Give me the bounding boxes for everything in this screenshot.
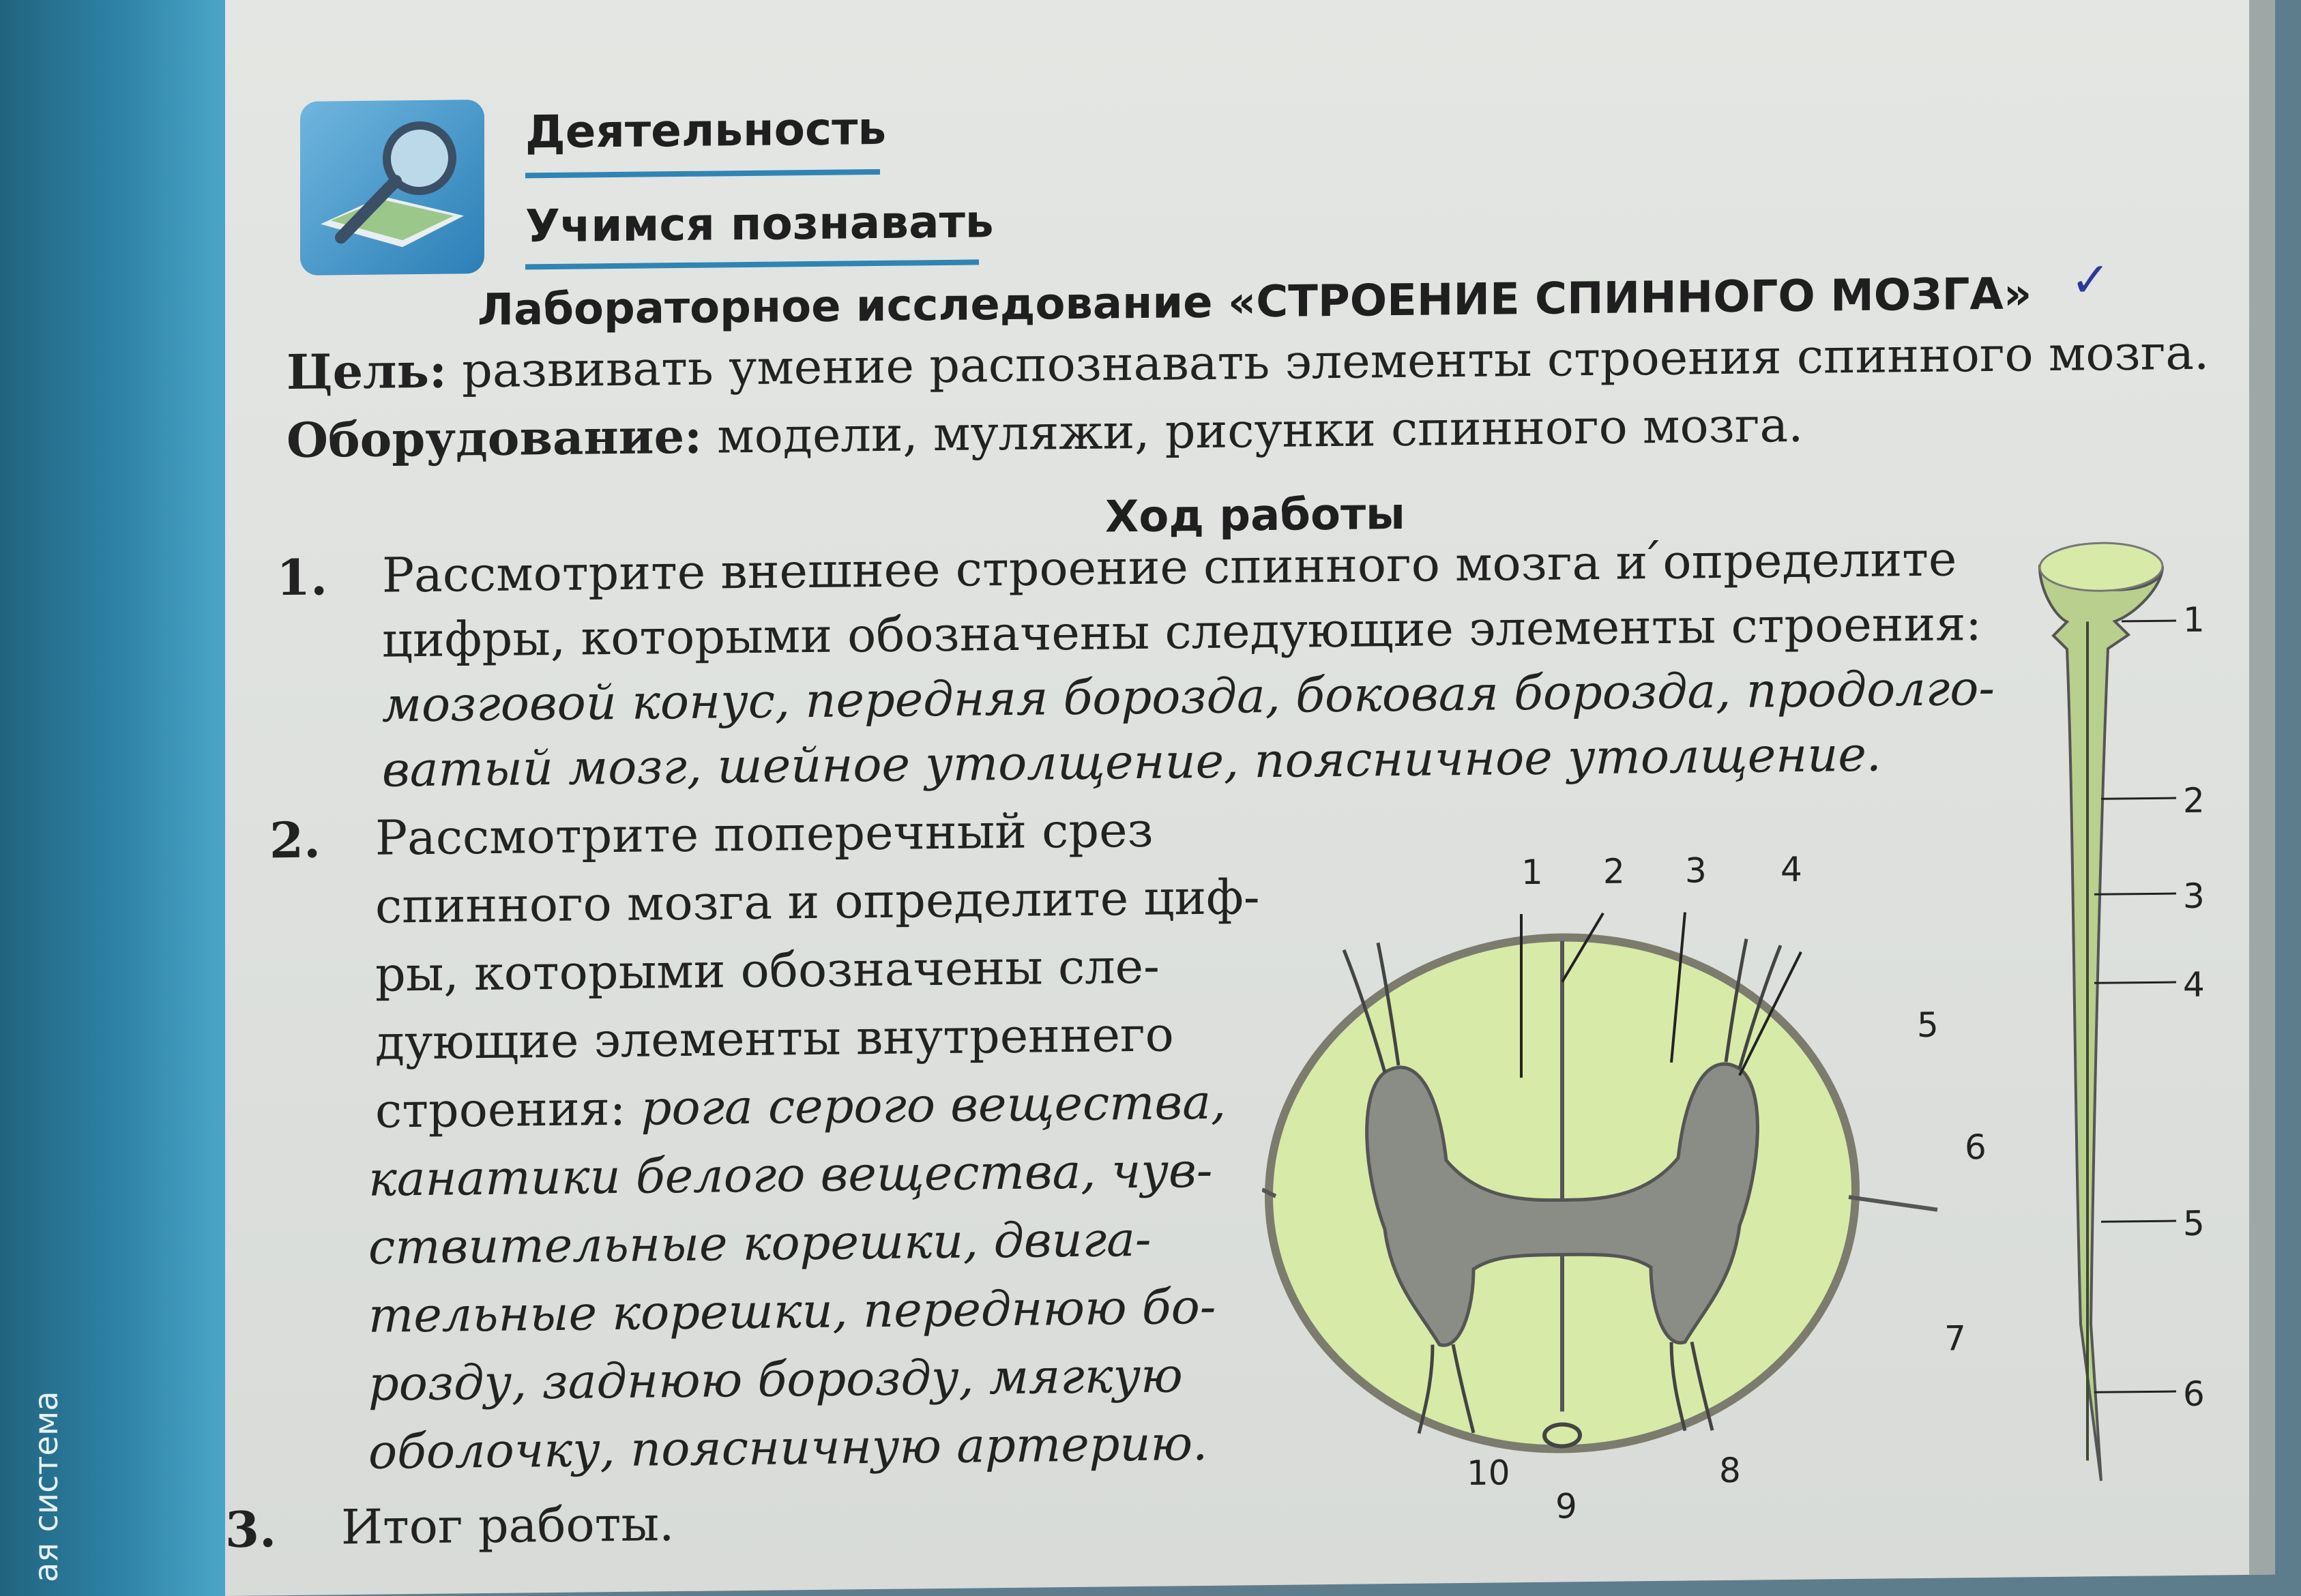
step1-line: Рассмотрите внешнее строение спинного мозга и ́определите: [382, 531, 1957, 604]
step2-line5-plain: строения:: [375, 1080, 626, 1139]
step2-line: спинного мозга и определите циф-: [375, 869, 1260, 934]
step2-line: [375, 1074, 1226, 1139]
step2-italic-line: канатики белого вещества, чув-: [368, 1142, 1213, 1207]
step3-line: Итог работы.: [341, 1496, 675, 1556]
equipment-label: Оборудование:: [287, 407, 702, 469]
figure-label: 6: [2183, 1374, 2205, 1414]
figure-label: 3: [1685, 851, 1707, 891]
cross-section-figure: [1262, 869, 1944, 1462]
step1-line: цифры, которыми обозначены следующие элементы строения:: [382, 595, 1982, 668]
spinal-cord-figure: [2026, 538, 2251, 1495]
step2-line: ры, которыми обозначены сле-: [375, 938, 1160, 1003]
figure-label: 6: [1965, 1127, 1987, 1168]
step2-italic-line: ствительные корешки, двига-: [368, 1211, 1152, 1275]
step2-italic-line: розду, заднюю борозду, мягкую: [368, 1347, 1183, 1412]
handwritten-check-mark: ✓: [2070, 252, 2111, 308]
work-title: Ход работы: [1105, 488, 1405, 543]
figure-label: 3: [2183, 876, 2205, 916]
equipment-line: [287, 396, 1803, 469]
lab-title: Лабораторное исследование «СТРОЕНИЕ СПИННОГО МОЗГА»: [478, 269, 2032, 336]
heading-underline: [525, 169, 880, 178]
figure-label: 1: [1521, 852, 1543, 893]
blue-sidebar: [0, 0, 225, 1596]
figure-label: 5: [1917, 1005, 1939, 1046]
figure-label: 7: [1944, 1318, 1966, 1359]
textbook-page: [225, 0, 2275, 1596]
equipment-text: модели, муляжи, рисунки спинного мозга.: [717, 396, 1804, 464]
goal-label: Цель:: [287, 342, 447, 401]
figure-label: 2: [1603, 851, 1625, 891]
step2-italic-line: оболочку, поясничную артерию.: [368, 1415, 1208, 1480]
magnifier-map-icon: [300, 100, 484, 276]
step1-italic-line: мозговой конус, передняя борозда, боковая борозда, продолго-: [382, 660, 1995, 733]
step1-italic-line: ватый мозг, шейное утолщение, поясничное утолщение.: [382, 726, 1881, 798]
section-heading-activity: Деятельность: [525, 102, 887, 159]
figure-label: 1: [2183, 600, 2205, 640]
section-heading-learn: Учимся познавать: [525, 195, 994, 253]
figure-label: 4: [1780, 849, 1802, 890]
step2-line: Рассмотрите поперечный срез: [375, 801, 1154, 866]
figure-label: 8: [1719, 1450, 1741, 1491]
goal-text: развивать умение распознавать элементы строения спинного мозга.: [462, 324, 2210, 399]
sidebar-caption: ая система: [27, 1391, 65, 1582]
figure-label: 9: [1555, 1486, 1577, 1526]
figure-label: 2: [2183, 780, 2205, 821]
step2-line5-italic: рога серого вещества,: [641, 1074, 1227, 1136]
step-number: 2.: [269, 810, 321, 870]
step-number: 3.: [225, 1500, 277, 1558]
figure-label: 10: [1467, 1453, 1510, 1493]
figure-label: 4: [2183, 964, 2205, 1005]
figure-label: 5: [2183, 1203, 2205, 1243]
step2-italic-line: тельные корешки, переднюю бо-: [368, 1278, 1216, 1344]
heading-underline: [525, 259, 979, 269]
step2-line: дующие элементы внутреннего: [375, 1006, 1174, 1071]
step-number: 1.: [276, 548, 328, 607]
goal-line: [287, 324, 2209, 401]
